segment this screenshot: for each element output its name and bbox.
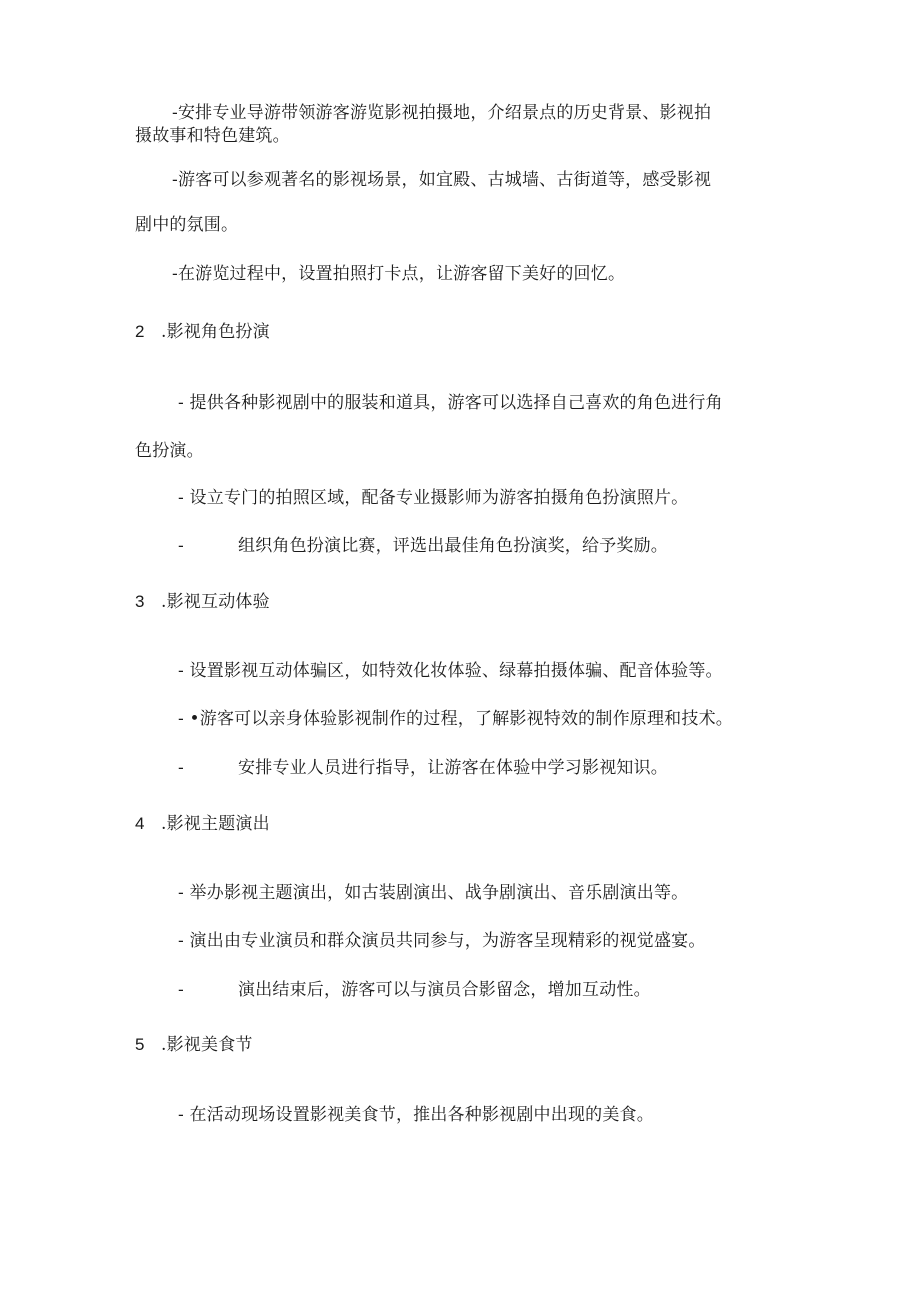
bullet-text: -安排专业导游带领游客游览影视拍摄地，介绍景点的历史背景、影视拍 [172,103,712,123]
section-title: .影视美食节 [161,1035,253,1055]
section-heading [135,812,270,836]
bullet-text: 组织角色扮演比赛，评选出最佳角色扮演奖，给予奖励。 [238,536,668,556]
section-heading [135,1033,253,1057]
section-heading [135,320,270,344]
bullet-dash: - [178,758,184,778]
section-title: .影视主题演出 [161,814,270,834]
section-number: 5 [135,1035,145,1054]
section-number: 2 [135,322,145,341]
bullet-text: 安排专业人员进行指导，让游客在体验中学习影视知识。 [238,758,668,778]
bullet-text: - 设立专门的拍照区域，配备专业摄影师为游客拍摄角色扮演照片。 [178,488,689,508]
bullet-text: - 举办影视主题演出，如古装剧演出、战争剧演出、音乐剧演出等。 [178,883,689,903]
bullet-text-continuation: 摄故事和特色建筑。 [135,126,290,146]
bullet-dash: - [178,980,184,1000]
section-number: 4 [135,814,145,833]
bullet-text-continuation: 剧中的氛围。 [135,215,239,235]
bullet-text: - 设置影视互动体骗区，如特效化妆体验、绿幕拍摄体骗、配音体验等。 [178,661,723,681]
bullet-dash: - [178,536,184,556]
bullet-text: - 提供各种影视剧中的服装和道具，游客可以选择自己喜欢的角色进行角 [178,393,723,413]
bullet-text: -游客可以参观著名的影视场景，如宜殿、古城墙、古街道等，感受影视 [172,170,712,190]
bullet-text: 演出结束后，游客可以与演员合影留念，增加互动性。 [238,980,651,1000]
section-number: 3 [135,592,145,611]
section-title: .影视互动体验 [161,592,270,612]
section-heading [135,590,270,614]
bullet-text: - 在活动现场设置影视美食节，推出各种影视剧中出现的美食。 [178,1105,654,1125]
bullet-text: - •游客可以亲身体验影视制作的过程，了解影视特效的制作原理和技术。 [178,709,733,729]
bullet-text: -在游览过程中，设置拍照打卡点，让游客留下美好的回忆。 [172,264,626,284]
section-title: .影视角色扮演 [161,322,270,342]
bullet-text-continuation: 色扮演。 [135,441,204,461]
bullet-text: - 演出由专业演员和群众演员共同参与，为游客呈现精彩的视觉盛宴。 [178,931,706,951]
